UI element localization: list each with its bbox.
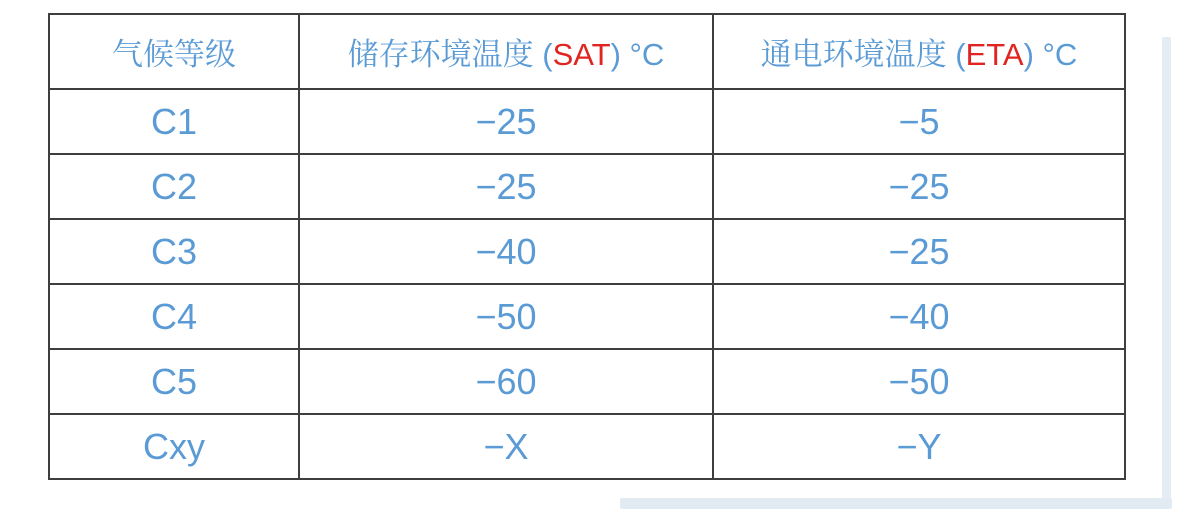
table-header-row [49, 14, 1125, 89]
cell-eta: −50 [713, 349, 1125, 414]
col-header-climate-grade [49, 14, 299, 89]
cell-eta: −25 [713, 154, 1125, 219]
cell-sat: −25 [299, 89, 713, 154]
cell-grade: C3 [49, 219, 299, 284]
cell-sat: −40 [299, 219, 713, 284]
cell-sat: −X [299, 414, 713, 479]
table-row [49, 414, 1125, 479]
cell-eta: −5 [713, 89, 1125, 154]
sat-code-highlight: SAT [552, 37, 611, 72]
cell-grade: C2 [49, 154, 299, 219]
col-header-climate-grade-label: 气候等级 [112, 37, 236, 72]
table-row [49, 219, 1125, 284]
horizontal-scrollbar-thumb[interactable] [620, 498, 1172, 509]
cell-grade: C5 [49, 349, 299, 414]
table-row [49, 349, 1125, 414]
col-header-energized-temp [713, 14, 1125, 89]
col-header-energized-temp-suffix: ) °C [1023, 37, 1078, 72]
cell-eta: −Y [713, 414, 1125, 479]
cell-sat: −50 [299, 284, 713, 349]
vertical-scrollbar-thumb[interactable] [1162, 37, 1171, 508]
col-header-storage-temp-prefix: 储存环境温度 ( [347, 37, 553, 72]
table-row [49, 89, 1125, 154]
eta-code-highlight: ETA [965, 37, 1024, 72]
cell-sat: −25 [299, 154, 713, 219]
cell-grade: Cxy [49, 414, 299, 479]
cell-grade: C4 [49, 284, 299, 349]
cell-grade: C1 [49, 89, 299, 154]
col-header-energized-temp-prefix: 通电环境温度 ( [760, 37, 966, 72]
cell-sat: −60 [299, 349, 713, 414]
table-row [49, 284, 1125, 349]
table-row [49, 154, 1125, 219]
cell-eta: −25 [713, 219, 1125, 284]
col-header-storage-temp-suffix: ) °C [610, 37, 665, 72]
cell-eta: −40 [713, 284, 1125, 349]
climate-grade-table [48, 13, 1126, 480]
col-header-storage-temp [299, 14, 713, 89]
